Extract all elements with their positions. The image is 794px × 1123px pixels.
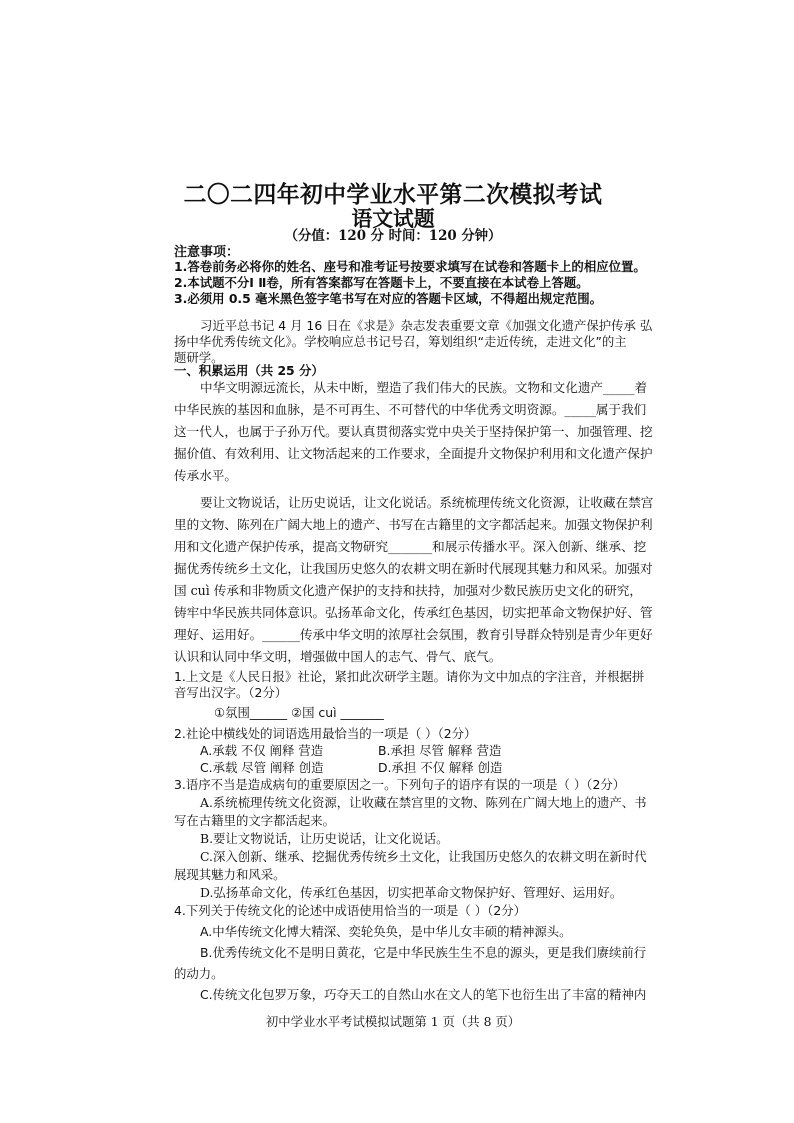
question-4-stem: 4.下列关于传统文化的论述中成语使用恰当的一项是（ ）（2分） — [174, 903, 526, 918]
question-2-stem: 2.社论中横线处的词语选用最恰当的一项是（ ）（2分） — [174, 726, 477, 741]
question-3-option: B.要让文物说话，让历史说话，让文化说话。 — [200, 831, 449, 846]
exam-subtitle: 语文试题 — [351, 206, 435, 231]
question-3-option: C.深入创新、继承、挖掘优秀传统乡土文化，让我国历史悠久的农耕文明在新时代 — [200, 849, 647, 864]
notice-item: 1.答卷前务必将你的姓名、座号和准考证号按要求填写在试卷和答题卡上的相应位置。 — [174, 259, 646, 274]
notice-heading: 注意事项： — [174, 245, 240, 260]
passage-line: 铸牢中华民族共同体意识。弘扬革命文化，传承红色基因，切实把革命文物保护好、管 — [174, 605, 653, 620]
question-4-option: C.传统文化包罗万象，巧夺天工的自然山水在文人的笔下也衍生出了丰富的精神内 — [200, 987, 647, 1002]
page-footer: 初中学业水平考试模拟试题第 1 页（共 8 页） — [265, 1014, 521, 1029]
passage-line: 中华民族的基因和血脉，是不可再生、不可替代的中华优秀文明资源。_____属于我们 — [174, 402, 647, 417]
passage-line: 要让文物说话，让历史说话，让文化说话。系统梳理传统文化资源，让收藏在禁宫 — [200, 495, 654, 510]
question-3-option: D.弘扬革命文化，传承红色基因，切实把革命文物保护好、管理好、运用好。 — [200, 885, 623, 900]
passage-line: 掘优秀传统乡土文化，让我国历史悠久的农耕文明在新时代展现其魅力和风采。加强对 — [174, 561, 653, 576]
passage-line: 用和文化遗产保护传承，提高文物研究_______和展示传播水平。深入创新、继承、挖 — [174, 539, 647, 554]
passage-line: 里的文物、陈列在广阔大地上的遗产、书写在古籍里的文字都活起来。加强文物保护利 — [174, 517, 653, 532]
notice-item: 2.本试题不分Ⅰ Ⅱ卷，所有答案都写在答题卡上，不要直接在本试卷上答题。 — [174, 275, 589, 290]
question-4-option: 的动力。 — [174, 966, 224, 981]
question-2-option-a: A.承载 不仅 阐释 营造 — [200, 743, 324, 758]
notice-item: 3.必须用 0.5 毫米黑色签字笔书写在对应的答题卡区域，不得超出规定范围。 — [174, 291, 603, 306]
question-2-option-d: D.承担 不仅 解释 创造 — [378, 760, 503, 775]
question-1-blanks: ①氛围______ ②国 cuì _______ — [214, 705, 384, 720]
passage-line: 国 cuì 传承和非物质文化遗产保护的支持和扶持，加强对少数民族历史文化的研究， — [174, 583, 642, 598]
passage-line: 这一代人，也属于子孙万代。要认真贯彻落实党中央关于坚持保护第一、加强管理、挖 — [174, 424, 653, 439]
section-heading: 一、积累运用（共 25 分） — [174, 363, 324, 378]
question-1-stem: 1.上文是《人民日报》社论，紧扣此次研学主题。请你为文中加点的字注音，并根据拼 — [174, 669, 645, 684]
question-3-option: A.系统梳理传统文化资源，让收藏在禁宫里的文物、陈列在广阔大地上的遗产、书 — [200, 795, 647, 810]
exam-title: 二〇二四年初中学业水平第二次模拟考试 — [183, 181, 603, 208]
passage-line: 认识和认同中华文明，增强做中国人的志气、骨气、底气。 — [174, 649, 502, 664]
question-2-option-c: C.承载 尽管 阐释 创造 — [200, 760, 324, 775]
passage-line: 中华文明源远流长，从未中断，塑造了我们伟大的民族。文物和文化遗产_____着 — [200, 380, 648, 395]
question-3-option: 展现其魅力和风采。 — [174, 867, 286, 882]
passage-line: 理好、运用好。______传承中华文明的浓厚社会氛围，教育引导群众特别是青少年更好 — [174, 627, 653, 642]
question-1-stem: 音写出汉字。（2分） — [174, 685, 288, 700]
intro-line: 题研学。 — [174, 350, 224, 365]
question-3-option: 写在古籍里的文字都活起来。 — [174, 813, 336, 828]
intro-line: 扬中华优秀传统文化》。学校响应总书记号召，筹划组织“走近传统，走进文化”的主 — [174, 334, 627, 349]
score-info: （分值：120 分 时间：120 分钟） — [284, 228, 502, 244]
question-4-option: A.中华传统文化博大精深、奕轮奂奂，是中华儿女丰硕的精神源头。 — [200, 924, 572, 939]
question-2-option-b: B.承担 尽管 解释 营造 — [378, 743, 502, 758]
intro-line: 习近平总书记 4 月 16 日在《求是》杂志发表重要文章《加强文化遗产保护传承 弘 — [200, 318, 653, 333]
question-3-stem: 3.语序不当是造成病句的重要原因之一。下列句子的语序有误的一项是（ ）（2分） — [174, 777, 626, 792]
passage-line: 掘价值、有效利用、让文物活起来的工作要求，全面提升文物保护利用和文化遗产保护 — [174, 446, 653, 461]
passage-line: 传承水平。 — [174, 468, 237, 483]
question-4-option: B.优秀传统文化不是明日黄花，它是中华民族生生不息的源头，更是我们赓续前行 — [200, 945, 647, 960]
